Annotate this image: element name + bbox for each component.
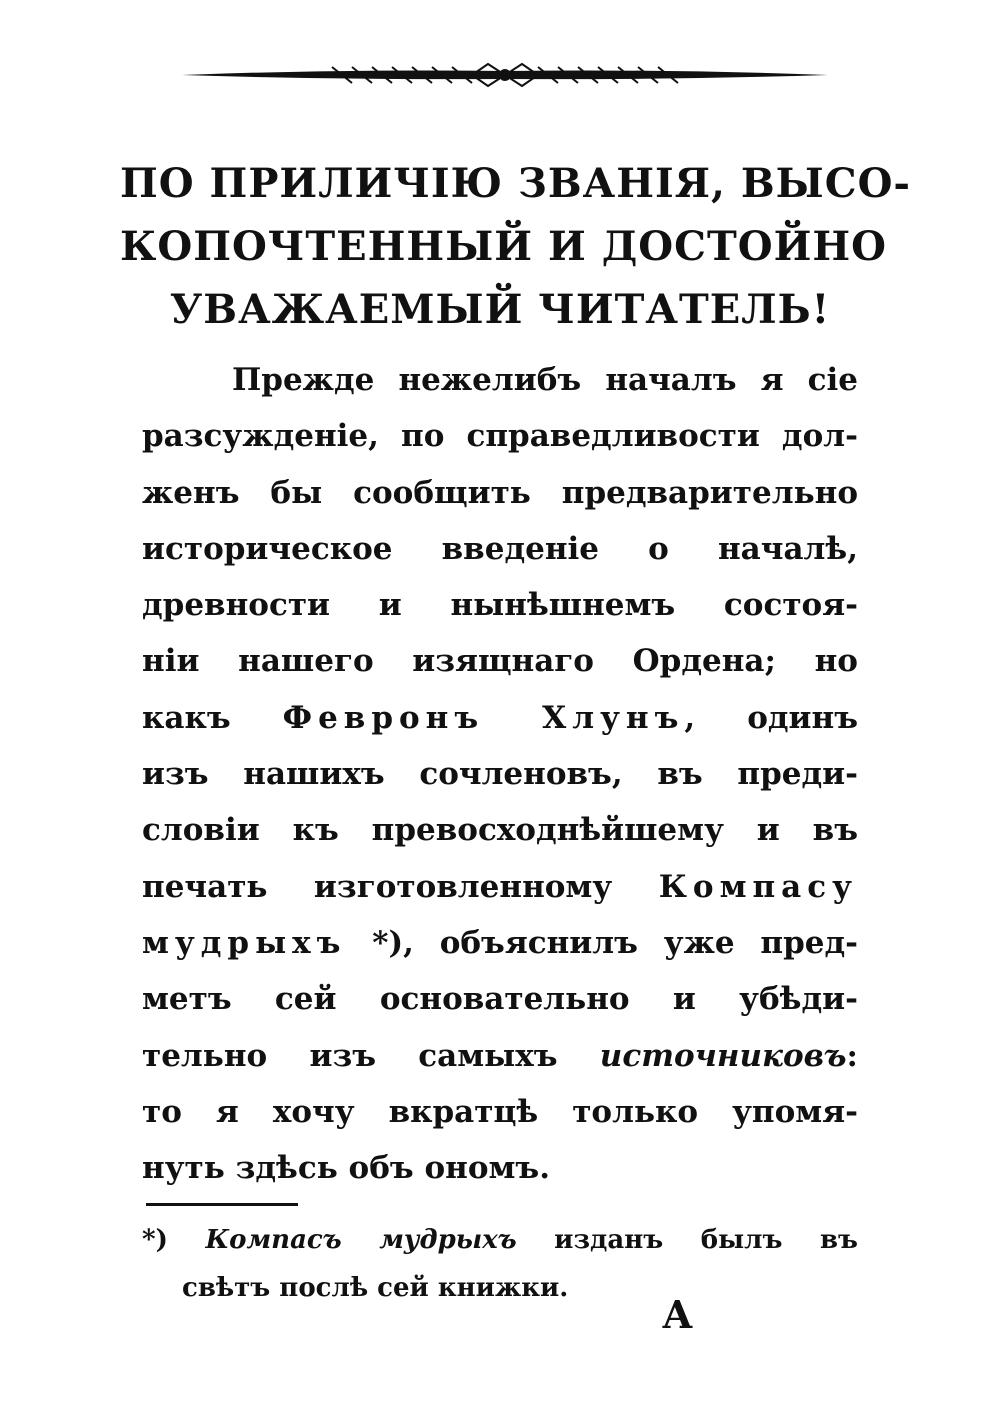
text-line: ніи нашего изящнаго Ордена; но (142, 643, 858, 680)
page-heading (120, 152, 912, 341)
text-segment: печать изготовленному (142, 868, 659, 905)
text-segment: какъ (142, 699, 283, 736)
text-line: Прежде нежелибъ началъ я сіе (232, 362, 858, 398)
text-line: женъ бы сообщить предварительно (142, 474, 858, 511)
footnote-text: изданъ былъ въ (554, 1225, 858, 1255)
text-line: нуть здѣсь объ ономъ. (142, 1150, 550, 1187)
text-segment: , одинъ (684, 699, 858, 736)
book-title-kompas: Компасу (658, 868, 858, 905)
text-line (142, 1028, 858, 1084)
text-line: древности и нынѣшнемъ состоя- (142, 587, 858, 624)
text-line: разсужденіе, по справедливости дол- (142, 418, 858, 455)
italic-word: источниковъ (599, 1037, 847, 1074)
text-line: историческое введеніе о началѣ, (142, 530, 858, 567)
footnote-title: Компасъ мудрыхъ (205, 1225, 517, 1255)
ornament-rule (182, 58, 828, 92)
footnote-line (142, 1216, 858, 1264)
signature-mark: А (662, 1292, 693, 1337)
footnote-line: свѣтъ послѣ сей книжки. (182, 1273, 569, 1303)
text-line (142, 690, 858, 746)
name-febron-khlun: Февронъ Хлунъ (282, 699, 685, 736)
heading-line: УВАЖАЕМЫЙ ЧИТАТЕЛЬ! (169, 286, 831, 333)
footnote-marker: *) (142, 1225, 168, 1255)
text-line (142, 859, 858, 915)
text-line: то я хочу вкратцѣ только упомя- (142, 1093, 858, 1130)
footnote (142, 1216, 858, 1312)
body-paragraph (142, 352, 858, 1196)
text-line: словіи къ превосходнѣйшему и въ (142, 812, 858, 849)
text-segment: *), объяснилъ уже пред- (346, 924, 858, 961)
heading-line: ПО ПРИЛИЧІЮ ЗВАНІЯ, ВЫСО- (120, 160, 912, 207)
footnote-divider (146, 1203, 298, 1206)
text-line: метъ сей основательно и убѣди- (142, 981, 858, 1018)
text-line (142, 915, 858, 971)
text-line: изъ нашихъ сочленовъ, въ преди- (142, 756, 858, 793)
heading-line: КОПОЧТЕННЫЙ И ДОСТОЙНО (120, 223, 887, 270)
book-title-mudrykh: мудрыхъ (142, 924, 347, 961)
text-segment: : (846, 1037, 858, 1074)
text-segment: тельно изъ самыхъ (142, 1037, 600, 1074)
